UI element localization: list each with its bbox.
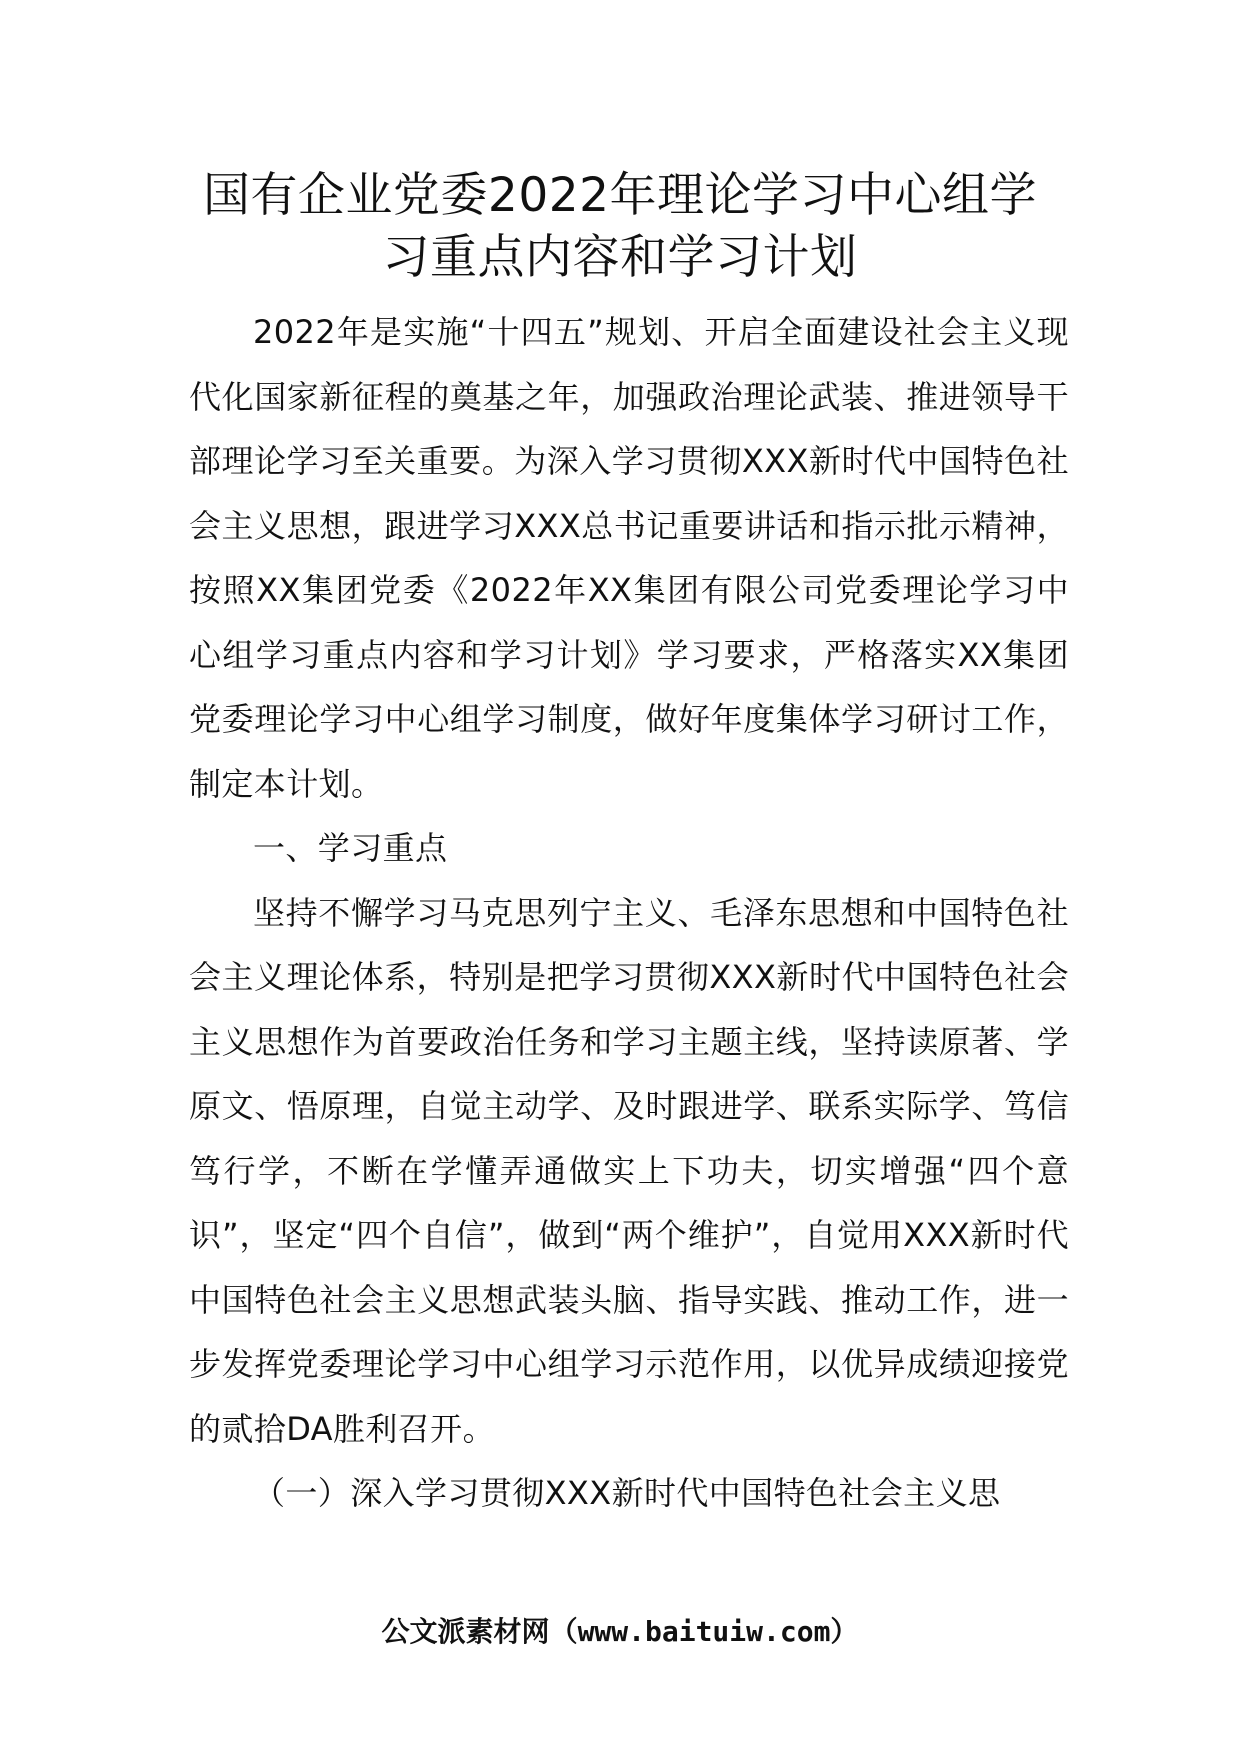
intro-paragraph: 2022年是实施“十四五”规划、开启全面建设社会主义现代化国家新征程的奠基之年，加强政治理论武装、推进领导干部理论学习至关重要。为深入学习贯彻XXX新时代中国特色社会主义思想，跟进学习XXX总书记重要讲话和指示批示精神，按照XX集团党委《2022年XX集团有限公司党委理论学习中心组学习重点内容和学习计划》学习要求，严格落实XX集团党委理论学习中心组学习制度，做好年度集体学习研讨工作，制定本计划。 [189, 313, 1069, 803]
subsection-heading-1: （一）深入学习贯彻XXX新时代中国特色社会主义思 [253, 1474, 1001, 1512]
section-heading-study-focus: 一、学习重点 [253, 829, 448, 867]
study-focus-paragraph: 坚持不懈学习马克思列宁主义、毛泽东思想和中国特色社会主义理论体系，特别是把学习贯彻XXX新时代中国特色社会主义思想作为首要政治任务和学习主题主线，坚持读原著、学原文、悟原理，自觉主动学、及时跟进学、联系实际学、笃信笃行学，不断在学懂弄通做实上下功夫，切实增强“四个意识”，坚定“四个自信”，做到“两个维护”，自觉用XXX新时代中国特色社会主义思想武装头脑、指导实践、推动工作，进一步发挥党委理论学习中心组学习示范作用，以优异成绩迎接党的贰拾DA胜利召开。 [189, 893, 1069, 1448]
document-body [189, 300, 1069, 1526]
title-line-1: 国有企业党委2022年理论学习中心组学 [202, 168, 1038, 223]
title-line-2: 习重点内容和学习计划 [382, 230, 858, 285]
footer-site-name: 公文派素材网 [381, 1615, 550, 1648]
page-footer [0, 1612, 1240, 1652]
footer-site-url: （www.baituiw.com） [549, 1615, 859, 1648]
document-title [150, 165, 1090, 289]
